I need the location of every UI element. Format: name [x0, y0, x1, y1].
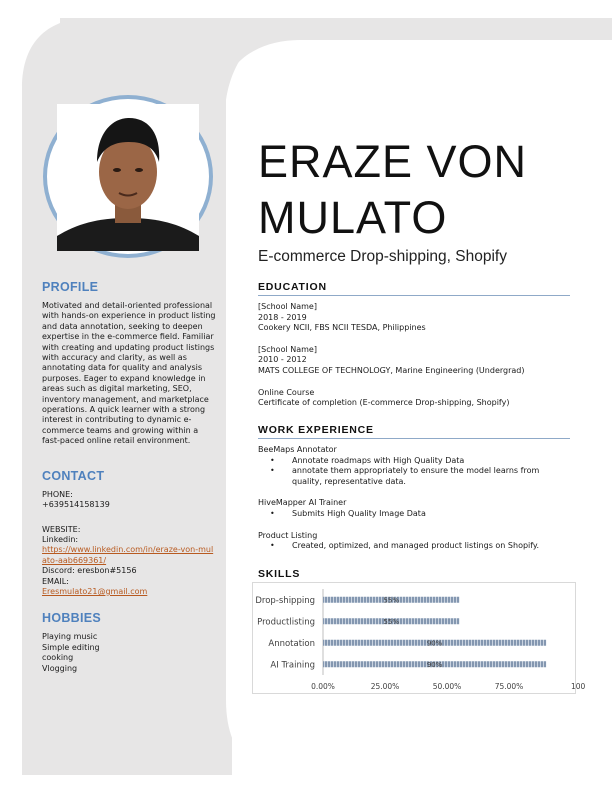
- skills-chart-frame: [252, 582, 586, 694]
- candidate-name: [258, 134, 578, 246]
- chart-category-label: Productlisting: [257, 617, 315, 628]
- school-detail: Certificate of completion (E-commerce Drop-shipping, Shopify): [258, 398, 510, 408]
- school-name: [School Name]: [258, 302, 317, 311]
- school-detail: MATS COLLEGE OF TECHNOLOGY, Marine Engineering (Undergrad): [258, 365, 525, 375]
- sidebar: [42, 280, 217, 674]
- phone-label: PHONE:: [42, 489, 73, 499]
- education-heading: EDUCATION: [258, 281, 570, 296]
- skills-heading: SKILLS: [258, 568, 570, 583]
- chart-category-label: Drop-shipping: [255, 595, 315, 606]
- profile-section: [42, 280, 217, 447]
- work-heading: WORK EXPERIENCE: [258, 424, 570, 439]
- job-title: HiveMapper AI Trainer: [258, 498, 347, 508]
- job-bullets: [258, 456, 570, 488]
- hobby-item: cooking: [42, 653, 74, 663]
- phone-value: +639514158139: [42, 500, 110, 510]
- chart-category-label: Annotation: [268, 638, 315, 649]
- work-section: [258, 424, 570, 552]
- hobbies-heading: HOBBIES: [42, 611, 102, 626]
- job-title: BeeMaps Annotator: [258, 445, 337, 454]
- school-years: 2010 - 2012: [258, 355, 307, 365]
- profile-photo-frame: [43, 95, 213, 258]
- chart-value-label: 90%: [426, 660, 443, 669]
- website-label: WEBSITE:: [42, 524, 81, 534]
- job-subtitle: E-commerce Drop-shipping, Shopify: [258, 248, 507, 265]
- profile-photo: [57, 104, 199, 251]
- chart-value-label: 55%: [383, 617, 399, 626]
- email-label: EMAIL:: [42, 576, 69, 586]
- skills-chart: [253, 583, 586, 693]
- contact-section: [42, 469, 217, 598]
- job-bullet: • annotate them appropriately to ensure the model learns from quality, representative data.: [292, 466, 570, 487]
- hobby-item: Vlogging: [42, 663, 78, 673]
- chart-category-label: AI Training: [270, 660, 315, 671]
- chart-value-label: 55%: [383, 596, 399, 605]
- email-link[interactable]: Eresmulato21@gmail.com: [42, 586, 148, 596]
- school-years: 2018 - 2019: [258, 312, 307, 322]
- school-detail: Cookery NCII, FBS NCII TESDA, Philippines: [258, 323, 426, 333]
- school-name: [School Name]: [258, 344, 317, 354]
- education-section: [258, 281, 570, 409]
- chart-x-tick-label: 100: [571, 682, 586, 691]
- hobby-item: Simple editing: [42, 642, 100, 652]
- hobby-item: Playing music: [42, 632, 98, 642]
- chart-x-tick-label: 0.00%: [311, 682, 335, 691]
- linkedin-label: Linkedin:: [42, 534, 79, 544]
- profile-heading: PROFILE: [42, 280, 99, 294]
- job-bullets: [258, 509, 570, 520]
- job-bullet: • Annotate roadmaps with High Quality Data: [292, 456, 570, 467]
- job-bullet: • Created, optimized, and managed product listings on Shopify.: [292, 541, 570, 552]
- chart-x-tick-label: 25.00%: [370, 682, 400, 691]
- hobbies-section: [42, 611, 217, 674]
- name-line-1: ERAZE VON: [258, 136, 528, 187]
- discord-handle: Discord: eresbon#5156: [42, 566, 137, 576]
- name-line-2: MULATO: [258, 192, 448, 243]
- linkedin-link[interactable]: https://www.linkedin.com/in/eraze-von-mulato-aab669361/: [42, 545, 214, 565]
- contact-heading: CONTACT: [42, 468, 105, 483]
- school-name: Online Course: [258, 387, 315, 397]
- job-title: Product Listing: [258, 530, 318, 540]
- chart-x-tick-label: 50.00%: [432, 682, 462, 691]
- job-bullet: • Submits High Quality Image Data: [292, 509, 570, 520]
- chart-x-tick-label: 75.00%: [494, 682, 524, 691]
- job-bullets: [258, 541, 570, 552]
- profile-text: Motivated and detail-oriented professional with hands-on experience in product listing and data annotation, seeking to deepen expertise in the e-commerce field. Familiar with creating and updating product listings with accuracy and clarity, as well as annotating data for quality and analysis purposes. Eager to expand knowledge in areas such as digital marketing, SEO, inventory management, and marketplace operations. A quick learner with a strong interest in contributing to dynamic e-commerce teams and growing within a fast-paced online retail environment.: [42, 301, 216, 446]
- chart-value-label: 90%: [426, 639, 443, 648]
